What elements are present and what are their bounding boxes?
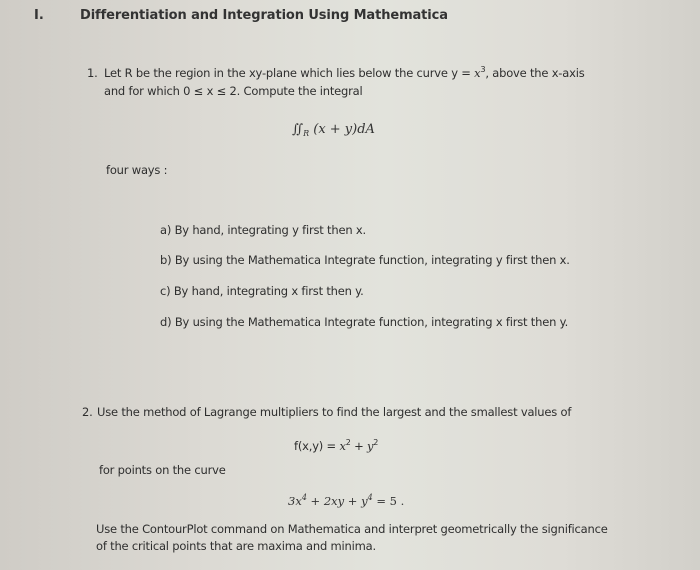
constraint-curve xyxy=(288,494,404,508)
part-d: d) By using the Mathematica Integrate function, integrating x first then y. xyxy=(160,315,569,329)
curve-variable: x xyxy=(474,66,481,80)
problem-1-line-1 xyxy=(104,66,585,80)
double-integral-symbol: ∬ xyxy=(292,122,304,137)
function-lhs: f(x,y) = xyxy=(294,439,340,453)
term-y: y xyxy=(366,439,374,453)
curve-rhs: = 5 . xyxy=(372,494,405,508)
problem-2-number: 2. xyxy=(82,405,93,419)
plus-sign: + xyxy=(350,439,367,453)
section-title: Differentiation and Integration Using Mathematica xyxy=(80,8,448,23)
problem-1-line-1-text-b: , above the x-axis xyxy=(485,66,585,80)
objective-function xyxy=(294,439,378,453)
curve-exponent: 3 xyxy=(480,65,486,74)
curve-term-1: 3x xyxy=(288,494,302,508)
four-ways-label: four ways : xyxy=(106,163,168,177)
integrand: (x + y)dA xyxy=(309,122,375,137)
term-x: x xyxy=(339,439,346,453)
double-integral xyxy=(292,122,375,137)
section-number: I. xyxy=(34,8,44,23)
instruction-line-2: of the critical points that are maxima and minima. xyxy=(96,539,376,553)
problem-1-line-2: and for which 0 ≤ x ≤ 2. Compute the integral xyxy=(104,84,363,98)
part-a: a) By hand, integrating y first then x. xyxy=(160,223,366,237)
instruction-line-1: Use the ContourPlot command on Mathematica and interpret geometrically the significance xyxy=(96,522,608,536)
problem-1-line-1-text-a: Let R be the region in the xy-plane which lies below the curve y = xyxy=(104,66,475,80)
integral-region: R xyxy=(303,129,310,138)
problem-2-line-1: Use the method of Lagrange multipliers to find the largest and the smallest values of xyxy=(97,405,572,419)
part-c: c) By hand, integrating x first then y. xyxy=(160,284,364,298)
exp-y: 2 xyxy=(373,438,379,447)
curve-term-mid: + 2xy + y xyxy=(306,494,368,508)
curve-exp-1: 4 xyxy=(301,493,307,502)
problem-1-number: 1. xyxy=(87,66,98,80)
exp-x: 2 xyxy=(345,438,351,447)
curve-exp-2: 4 xyxy=(367,493,373,502)
part-b: b) By using the Mathematica Integrate function, integrating y first then x. xyxy=(160,253,570,267)
curve-label: for points on the curve xyxy=(99,463,226,477)
